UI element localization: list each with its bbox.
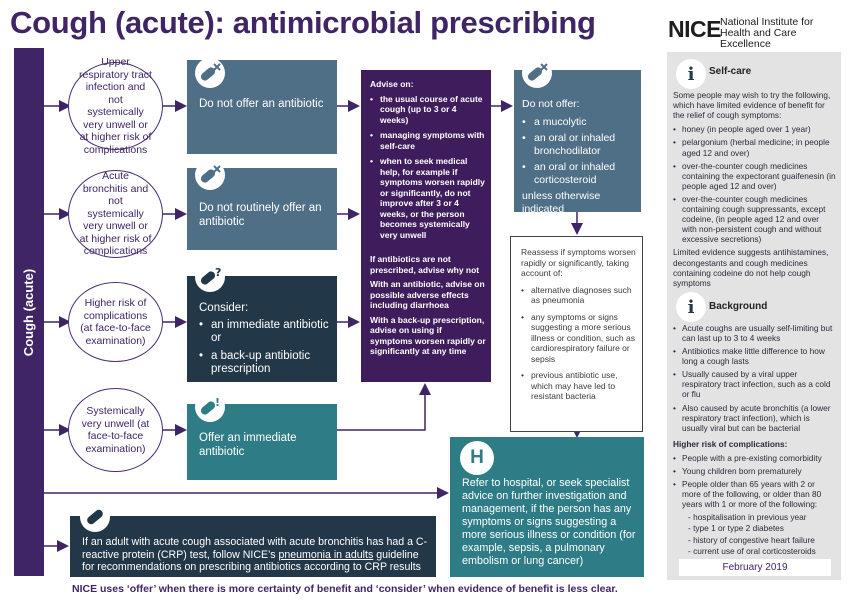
logo-line-1: National Institute for (720, 16, 814, 28)
background-item: • Also caused by acute bronchitis (a lower respiratory tract infection), which is usually viral but can be bacterial (673, 403, 836, 433)
do-not-offer-item: • an oral or inhaled corticosteroid (522, 161, 638, 186)
self-care-item: • over-the-counter cough medicines containing cough suppressants, except codeine, (in people aged 12 and over with non-persistent cough and without excessive secretions) (673, 194, 836, 244)
hospital-icon: H (460, 441, 494, 475)
oval-urti: Upper respiratory tract infection and not systemically very unwell or at higher risk of complications (68, 62, 163, 150)
box-consider: ? Consider: • an immediate antibiotic or • a back-up antibiotic prescription (187, 276, 337, 382)
info-icon: i (676, 59, 706, 89)
info-icon: i (676, 292, 706, 322)
consider-item: • a back-up antibiotic prescription (199, 350, 333, 377)
crp-box: If an adult with acute cough associated with acute bronchitis has had a C-reactive protein (CRP) test, follow NICE’s pneumonia in adults guideline for recommendations on prescribing antibiotics according to CRP results (70, 516, 436, 577)
consider-item: • an immediate antibiotic or (199, 319, 333, 346)
risk-title: Higher risk of complications: (673, 438, 788, 449)
reassess-item: • previous antibiotic use, which may have led to resistant bacteria (521, 370, 639, 402)
pill-question-icon (195, 262, 225, 292)
pill-cross-icon (195, 160, 225, 190)
logo-line-2: Health and Care Excellence (720, 27, 797, 50)
risk-subitem: - history of congestive heart failure (688, 534, 815, 545)
risk-item: • Young children born prematurely (673, 466, 836, 476)
refer-box: H Refer to hospital, or seek specialist advice on further investigation and management, if the person has any symptoms or signs suggesting a more serious illness or condition (for example, sepsis, a pulmonary embolism or lung cancer) (450, 437, 644, 577)
background-item: • Antibiotics make little difference to how long a cough lasts (673, 346, 836, 366)
oval-higher-risk: Higher risk of complications (at face-to-face examination) (68, 282, 163, 362)
self-care-item: • over-the-counter cough medicines containing the expectorant guaifenesin (in people aged 12 and over) (673, 161, 836, 191)
risk-item: • People older than 65 years with 2 or more of the following, or older than 80 years with 1 or more of the following: (673, 479, 836, 509)
page-title: Cough (acute): antimicrobial prescribing (10, 5, 596, 40)
self-care-title: Self-care (709, 66, 752, 77)
box-not-routinely: Do not routinely offer an antibiotic (187, 168, 337, 250)
svg-text:!: ! (215, 396, 221, 409)
advise-item: • when to seek medical help, for example if symptoms worsen rapidly or significantly, do not improve after 3 or 4 weeks, or the person becomes systemically very unwell (370, 156, 486, 240)
risk-subitem: - current use of oral corticosteroids (688, 545, 816, 556)
oval-systemically-unwell: Systemically very unwell (at face-to-face examination) (68, 388, 163, 472)
svg-text:?: ? (215, 266, 222, 279)
background-item: • Acute coughs are usually self-limiting but can last up to 3 to 4 weeks (673, 323, 836, 343)
oval-acute-bronchitis: Acute bronchitis and not systemically very unwell or at higher risk of complications (68, 170, 163, 258)
advise-content: Advise on: • the usual course of acute cough (up to 3 or 4 weeks) • managing symptoms with self-care • when to seek medical help, for example if symptoms worsen rapidly or significantly, do not improve after 3 or 4 weeks, or the person becomes systemically very unwell If antibiotics are not prescribed, advise why not With an antibiotic, advise on possible adverse effects including diarrhoea With a back-up prescription, advise on using if symptoms worsen rapidly or significantly at any time (370, 79, 486, 361)
right-panel-content: Self-care Some people may wish to try the following, which have limited evidence of benefit for the relief of cough symptoms: • honey (in people aged over 1 year) • pelargonium (herbal medicine; in people aged 12 and over) • over-the-counter cough medicines containing the expectorant guaifenesin (in people aged 12 and over) • over-the-counter cough medicines containing cough suppressants, except codeine, (in people aged 12 and over with non-persistent cough and without excessive secretions) Limited evidence suggests antihistamines, decongestants and cough medicines containing codeine do not help cough symptoms Background • Acute coughs are usually self-limiting but can last up to 3 to 4 weeks • Antibiotics make little difference to how long a cough lasts • Usually caused by a viral upper respiratory tract infection, such as a cold or flu • Also caused by acute bronchitis (a lower respiratory tract infection), which is usually viral but can be bacterial Higher risk of complications: • People with a pre-existing comorbidity • Young children born prematurely • People older than 65 years with 2 or more of the following, or older than 80 years with 1 or more of the following: - hospitalisation in previous year - type 1 or type 2 diabetes - history of congestive heart failure - current use of oral corticosteroids (673, 55, 836, 557)
reassess-item: • any symptoms or signs suggesting a more serious illness or condition, such as cardiorespiratory failure or sepsis (521, 312, 639, 365)
reassess-content: Reassess if symptoms worsen rapidly or significantly, taking account of: • alternative diagnoses such as pneumonia • any symptoms or signs suggesting a more serious illness or condition, such as cardiorespiratory failure or sepsis • previous antibiotic use, which may have led to resistant bacteria (521, 247, 639, 408)
advise-item: • the usual course of acute cough (up to 3 or 4 weeks) (370, 94, 486, 126)
background-item: • Usually caused by a viral upper respiratory tract infection, such as a cold or flu (673, 369, 836, 399)
risk-subitem: - hospitalisation in previous year (688, 512, 807, 523)
do-not-offer-content: Do not offer: • a mucolytic • an oral or inhaled bronchodilator • an oral or inhaled corticosteroid unless otherwise indicated (522, 98, 638, 215)
advise-item: • managing symptoms with self-care (370, 130, 486, 151)
background-title: Background (709, 300, 768, 312)
pneumonia-link[interactable]: pneumonia in adults (278, 548, 374, 561)
pill-exclamation-icon (195, 392, 225, 422)
footnote: NICE uses ‘offer’ when there is more certainty of benefit and ‘consider’ when evidence of benefit is less clear. (72, 583, 618, 595)
risk-item: • People with a pre-existing comorbidity (673, 453, 836, 463)
box-immediate: ! Offer an immediate antibiotic (187, 404, 337, 480)
self-care-item: • honey (in people aged over 1 year) (673, 124, 836, 134)
reassess-item: • alternative diagnoses such as pneumonia (521, 285, 639, 306)
self-care-item: • pelargonium (herbal medicine; in people aged 12 and over) (673, 137, 836, 157)
pill-cross-icon (195, 58, 225, 88)
pill-icon (80, 502, 110, 532)
side-label: Cough (acute) (21, 268, 37, 356)
nice-logo: NICE (668, 16, 721, 42)
risk-subitem: - type 1 or type 2 diabetes (688, 523, 784, 534)
pill-cross-icon (522, 58, 552, 88)
do-not-offer-item: • a mucolytic (522, 116, 638, 129)
date-label: February 2019 (679, 559, 831, 576)
box-no-antibiotic: Do not offer an antibiotic (187, 60, 337, 154)
do-not-offer-item: • an oral or inhaled bronchodilator (522, 132, 638, 157)
